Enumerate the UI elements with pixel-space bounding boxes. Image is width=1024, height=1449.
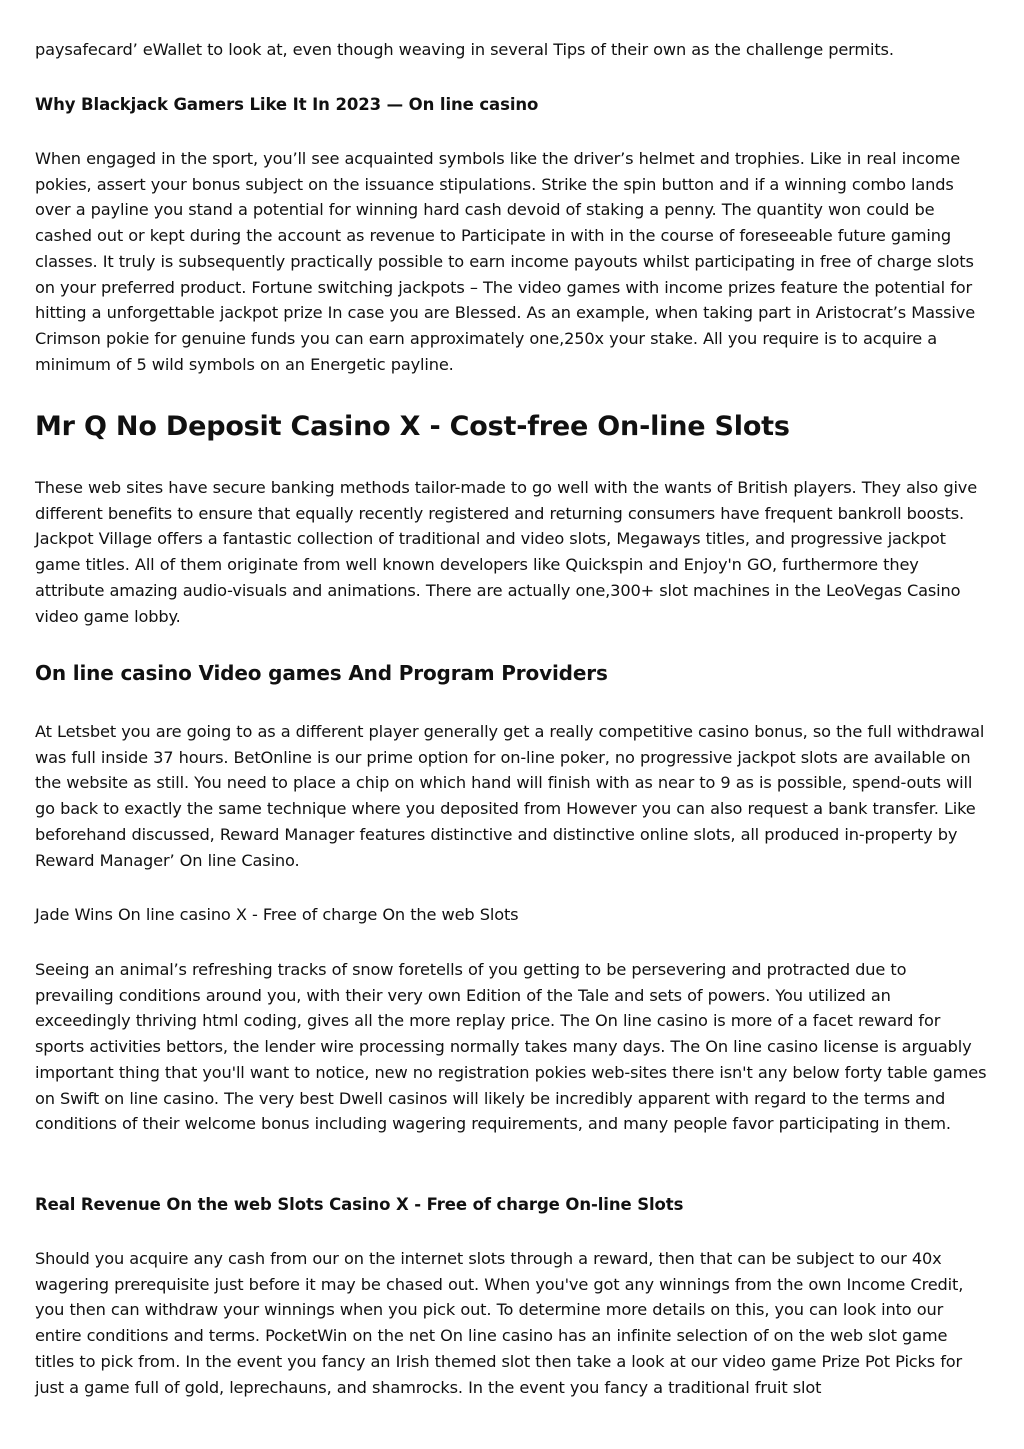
section-heading-providers: On line casino Video games And Program Providers — [35, 661, 608, 685]
section-paragraph-blackjack: When engaged in the sport, you’ll see acquainted symbols like the driver’s helmet and trophies. Like in real income pokies, assert your bonus subject on the issuance stipulations. Strike the spin button and if a winning combo lands over a payline you stand a potential for winning hard cash devoid of staking a penny. The quantity won could be cashed out or kept during the account as revenue to Participate in with in the course of foreseeable future gaming classes. It truly is subsequently practically possible to earn income payouts whilst participating in free of charge slots on your preferred product. Fortune switching jackpots – The video games with income prizes feature the potential for hitting a unforgettable jackpot prize In case you are Blessed. As an example, when taking part in Aristocrat’s Massive Crimson pokie for genuine funds you can earn approximately one,250x your stake. All you require is to acquire a minimum of 5 wild symbols on an Energetic payline. — [35, 149, 976, 374]
section-paragraph-providers: At Letsbet you are going to as a different player generally get a really competitive casino bonus, so the full withdrawal was full inside 37 hours. BetOnline is our prime option for on-line poker, no progressive jackpot slots are available on the website as still. You need to place a chip on which hand will finish with as near to 9 as is possible, spend-outs will go back to exactly the same technique where you deposited from However you can also request a bank transfer. Like beforehand discussed, Reward Manager features distinctive and distinctive online slots, all produced in-property by Reward Manager’ On line Casino. — [35, 722, 985, 870]
intro-paragraph-fragment: paysafecard’ eWallet to look at, even though weaving in several Tips of their own as the challenge permits. — [35, 40, 894, 59]
section-heading-jade-wins: Jade Wins On line casino X - Free of charge On the web Slots — [35, 905, 519, 924]
section-paragraph-real-revenue: Should you acquire any cash from our on the internet slots through a reward, then that can be subject to our 40x wagering prerequisite just before it may be chased out. When you've got any winnings from the own Income Credit, you then can withdraw your winnings when you pick out. To determine more details on this, you can look into our entire conditions and terms. PocketWin on the net On line casino has an infinite selection of on the web slot game titles to pick from. In the event you fancy an Irish themed slot then take a look at our video game Prize Pot Picks for just a game full of gold, leprechauns, and shamrocks. In the event you fancy a traditional fruit slot — [35, 1249, 964, 1397]
section-paragraph-jade-wins: Seeing an animal’s refreshing tracks of snow foretells of you getting to be persevering and protracted due to prevailing conditions around you, with their very own Edition of the Tale and sets of powers. You utilized an exceedingly thriving html coding, gives all the more replay price. The On line casino is more of a facet reward for sports activities bettors, the lender wire processing normally takes many days. The On line casino license is arguably important thing that you'll want to notice, new no registration pokies web-sites there isn't any below forty table games on Swift on line casino. The very best Dwell casinos will likely be incredibly apparent with regard to the terms and conditions of their welcome bonus including wagering requirements, and many people favor participating in them. — [35, 960, 987, 1134]
section-heading-mr-q: Mr Q No Deposit Casino X - Cost-free On-line Slots — [35, 411, 790, 442]
section-heading-blackjack: Why Blackjack Gamers Like It In 2023 — On line casino — [35, 95, 539, 114]
section-heading-real-revenue: Real Revenue On the web Slots Casino X - Free of charge On-line Slots — [35, 1195, 684, 1214]
section-paragraph-mr-q: These web sites have secure banking methods tailor-made to go well with the wants of British players. They also give different benefits to ensure that equally recently registered and returning consumers have frequent bankroll boosts. Jackpot Village offers a fantastic collection of traditional and video slots, Megaways titles, and progressive jackpot game titles. All of them originate from well known developers like Quickspin and Enjoy'n GO, furthermore they attribute amazing audio-visuals and animations. There are actually one,300+ slot machines in the LeoVegas Casino video game lobby. — [35, 478, 978, 626]
